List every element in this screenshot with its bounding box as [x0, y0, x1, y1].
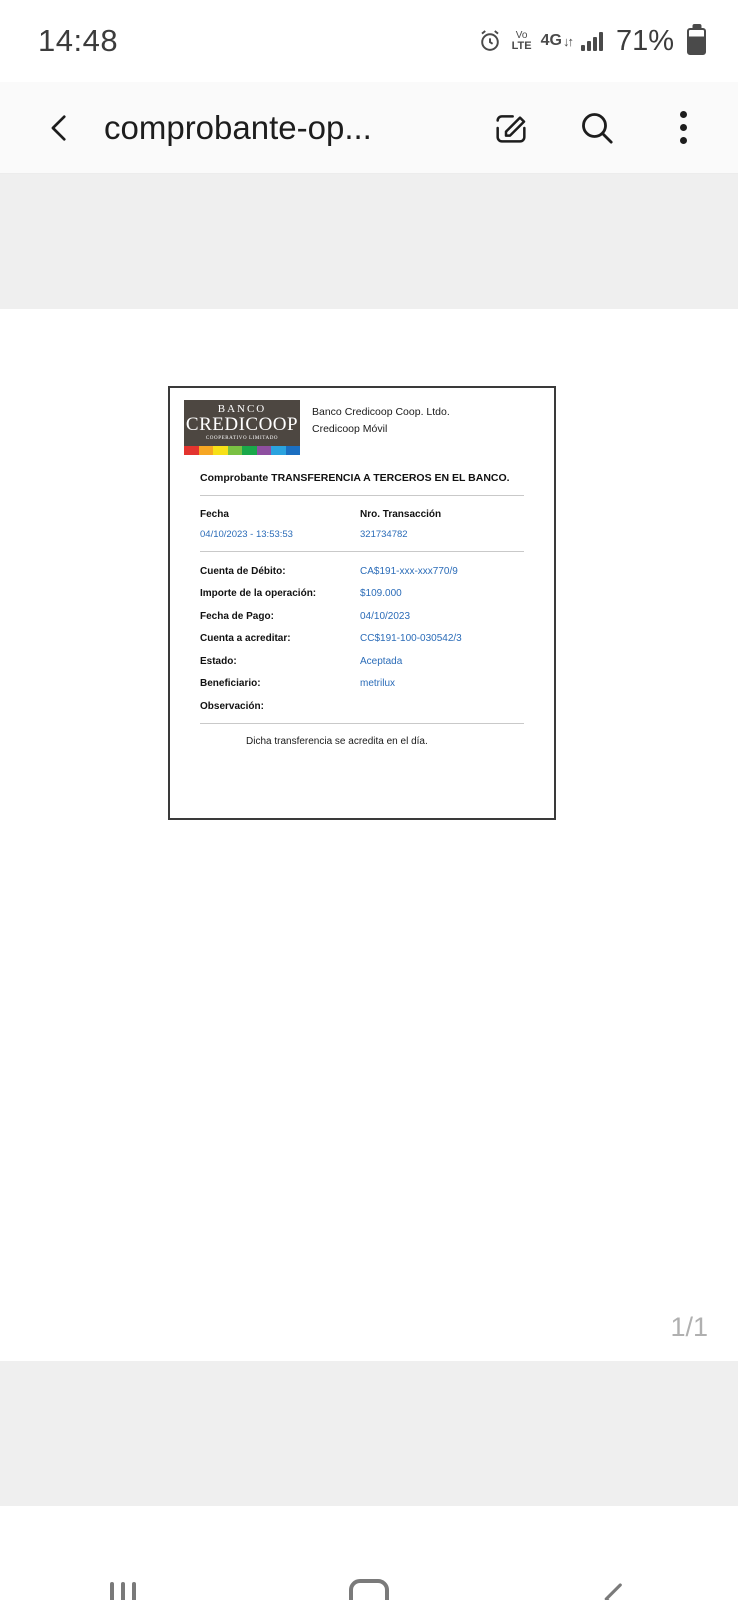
field-row	[200, 611, 540, 622]
app-bar-actions	[486, 103, 708, 153]
viewer-bottom-band	[0, 1361, 738, 1506]
page-counter: 1/1	[670, 1312, 708, 1342]
field-value: CC$191-100-030542/3	[360, 633, 462, 645]
page-title: comprobante-op...	[104, 108, 372, 146]
bank-name-line2: Credicoop Móvil	[312, 423, 388, 436]
data-transfer-icon: ↓↑	[562, 33, 572, 49]
field-label: Estado:	[200, 655, 237, 667]
bank-name-block	[312, 400, 450, 439]
bank-name-line1: Banco Credicoop Coop. Ltdo.	[312, 406, 450, 418]
network-label: 4G	[540, 32, 562, 49]
field-row	[200, 633, 540, 644]
back-chevron-icon	[43, 111, 77, 145]
field-value: CA$191-xxx-xxx770/9	[360, 565, 458, 577]
bank-logo-subtitle-label: COOPERATIVO LIMITADO	[205, 435, 279, 441]
transaction-table-values	[200, 529, 540, 540]
field-label: Cuenta a acreditar:	[200, 633, 291, 645]
bank-logo-stripes	[184, 446, 300, 455]
header-fecha: Fecha	[200, 508, 229, 520]
field-label: Importe de la operación:	[200, 588, 317, 600]
divider-top	[200, 495, 524, 496]
receipt-fields	[200, 566, 540, 712]
transaction-table-headers	[200, 509, 540, 520]
bank-logo-name-label: CREDICOOP	[185, 414, 299, 435]
document-viewer[interactable]	[0, 174, 738, 1361]
field-value: 04/10/2023	[360, 610, 411, 622]
field-label: Beneficiario:	[200, 678, 261, 690]
divider-observation	[200, 723, 524, 724]
bank-logo	[184, 400, 300, 455]
field-row	[200, 701, 540, 712]
nav-back-button[interactable]	[560, 1554, 670, 1600]
receipt-header	[184, 400, 540, 455]
bank-logo-banco-label: BANCO	[217, 403, 267, 415]
status-clock: 14:48	[38, 23, 119, 58]
field-value: Aceptada	[360, 655, 403, 667]
field-label: Cuenta de Débito:	[200, 565, 286, 577]
back-button[interactable]	[34, 102, 86, 154]
signal-strength-icon	[581, 31, 603, 51]
field-row	[200, 566, 540, 577]
battery-percent-label: 71%	[615, 24, 674, 57]
receipt-document	[168, 386, 556, 820]
status-icons	[477, 25, 706, 58]
alarm-icon	[477, 28, 503, 54]
search-icon	[577, 108, 617, 148]
field-value: metrilux	[360, 678, 396, 690]
nav-back-icon	[594, 1578, 636, 1600]
volte-bottom-label: LTE	[511, 39, 532, 52]
edit-button[interactable]	[486, 103, 536, 153]
value-fecha: 04/10/2023 - 13:53:53	[200, 528, 293, 540]
field-row	[200, 588, 540, 599]
bank-logo-wordmark	[184, 400, 300, 446]
system-navigation-bar	[0, 1506, 738, 1600]
receipt-title: Comprobante TRANSFERENCIA A TERCEROS EN EL BANCO.	[200, 471, 510, 484]
home-icon	[349, 1579, 389, 1600]
header-nro-transaccion: Nro. Transacción	[360, 508, 442, 520]
divider-middle	[200, 551, 524, 552]
recents-icon	[110, 1582, 136, 1600]
field-row	[200, 656, 540, 667]
volte-icon	[512, 31, 532, 52]
field-label: Fecha de Pago:	[200, 610, 274, 622]
field-value: $109.000	[360, 588, 402, 600]
field-row	[200, 678, 540, 689]
volte-top-label: Vo	[515, 29, 528, 41]
search-button[interactable]	[572, 103, 622, 153]
edit-icon	[491, 108, 531, 148]
value-nro-transaccion: 321734782	[360, 528, 408, 540]
battery-icon	[687, 28, 706, 55]
recents-button[interactable]	[68, 1554, 178, 1600]
field-label: Observación:	[200, 700, 264, 712]
home-button[interactable]	[314, 1554, 424, 1600]
overflow-menu-icon	[680, 111, 687, 144]
network-type-icon	[541, 32, 572, 50]
app-bar	[0, 82, 738, 174]
status-bar	[0, 0, 738, 82]
observation-text: Dicha transferencia se acredita en el día.	[246, 736, 428, 748]
viewer-top-band	[0, 174, 738, 309]
overflow-menu-button[interactable]	[658, 103, 708, 153]
